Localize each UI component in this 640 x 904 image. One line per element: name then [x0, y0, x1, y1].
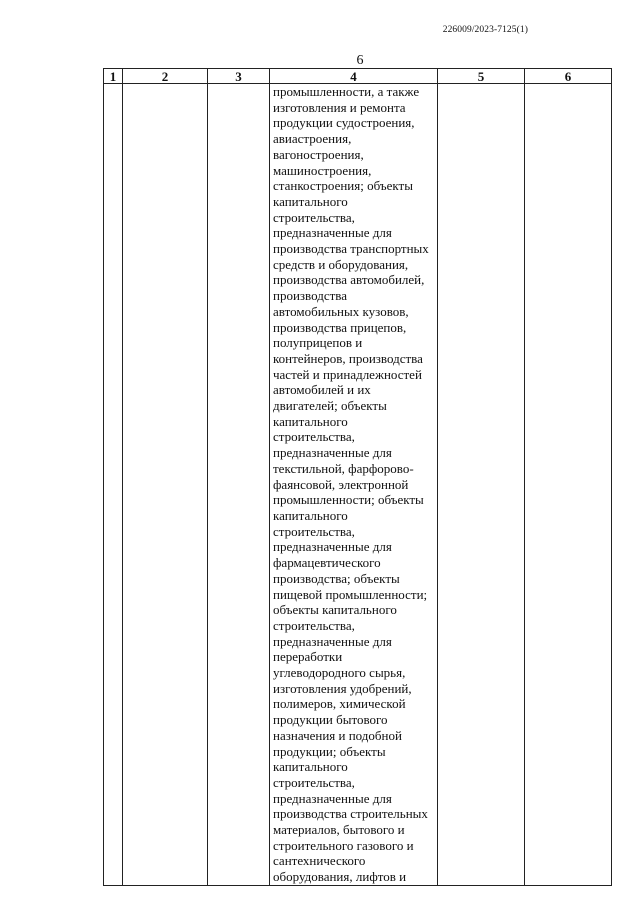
cell-col-2 — [123, 84, 208, 886]
column-header-6: 6 — [525, 69, 612, 84]
column-header-1: 1 — [104, 69, 123, 84]
cell-col-4 — [270, 84, 438, 886]
document-table — [103, 68, 612, 886]
permitted-use-description: промышленности, а также изготовления и ремонта продукции судостроения, авиастроения, вагоностроения, машиностроения, станкостроения; объекты капитального строительства, предназначенные для производства транспортных средств и оборудования, производства автомобилей, производства автомобильных кузовов, производства прицепов, полуприцепов и контейнеров, производства частей и принадлежностей автомобилей и их двигателей; объекты капитального строительства, предназначенные для текстильной, фарфорово- фаянсовой, электронной промышленности; объекты капитального строительства, предназначенные для фармацевтического производства; объекты пищевой промышленности; объекты капитального строительства, предназначенные для переработки углеводородного сырья, изготовления удобрений, полимеров, химической продукции бытового назначения и подобной продукции; объекты капитального строительства, предназначенные для производства строительных материалов, бытового и строительного газового и сантехнического оборудования, лифтов и — [273, 84, 429, 885]
table-header-row — [104, 69, 612, 84]
page-number: 6 — [356, 53, 364, 68]
column-header-5: 5 — [438, 69, 525, 84]
cell-col-3 — [208, 84, 270, 886]
document-code: 226009/2023-7125(1) — [442, 25, 528, 35]
cell-col-6 — [525, 84, 612, 886]
cell-col-5 — [438, 84, 525, 886]
column-header-3: 3 — [208, 69, 270, 84]
column-header-4: 4 — [270, 69, 438, 84]
table-row — [104, 84, 612, 886]
cell-col-1 — [104, 84, 123, 886]
column-header-2: 2 — [123, 69, 208, 84]
